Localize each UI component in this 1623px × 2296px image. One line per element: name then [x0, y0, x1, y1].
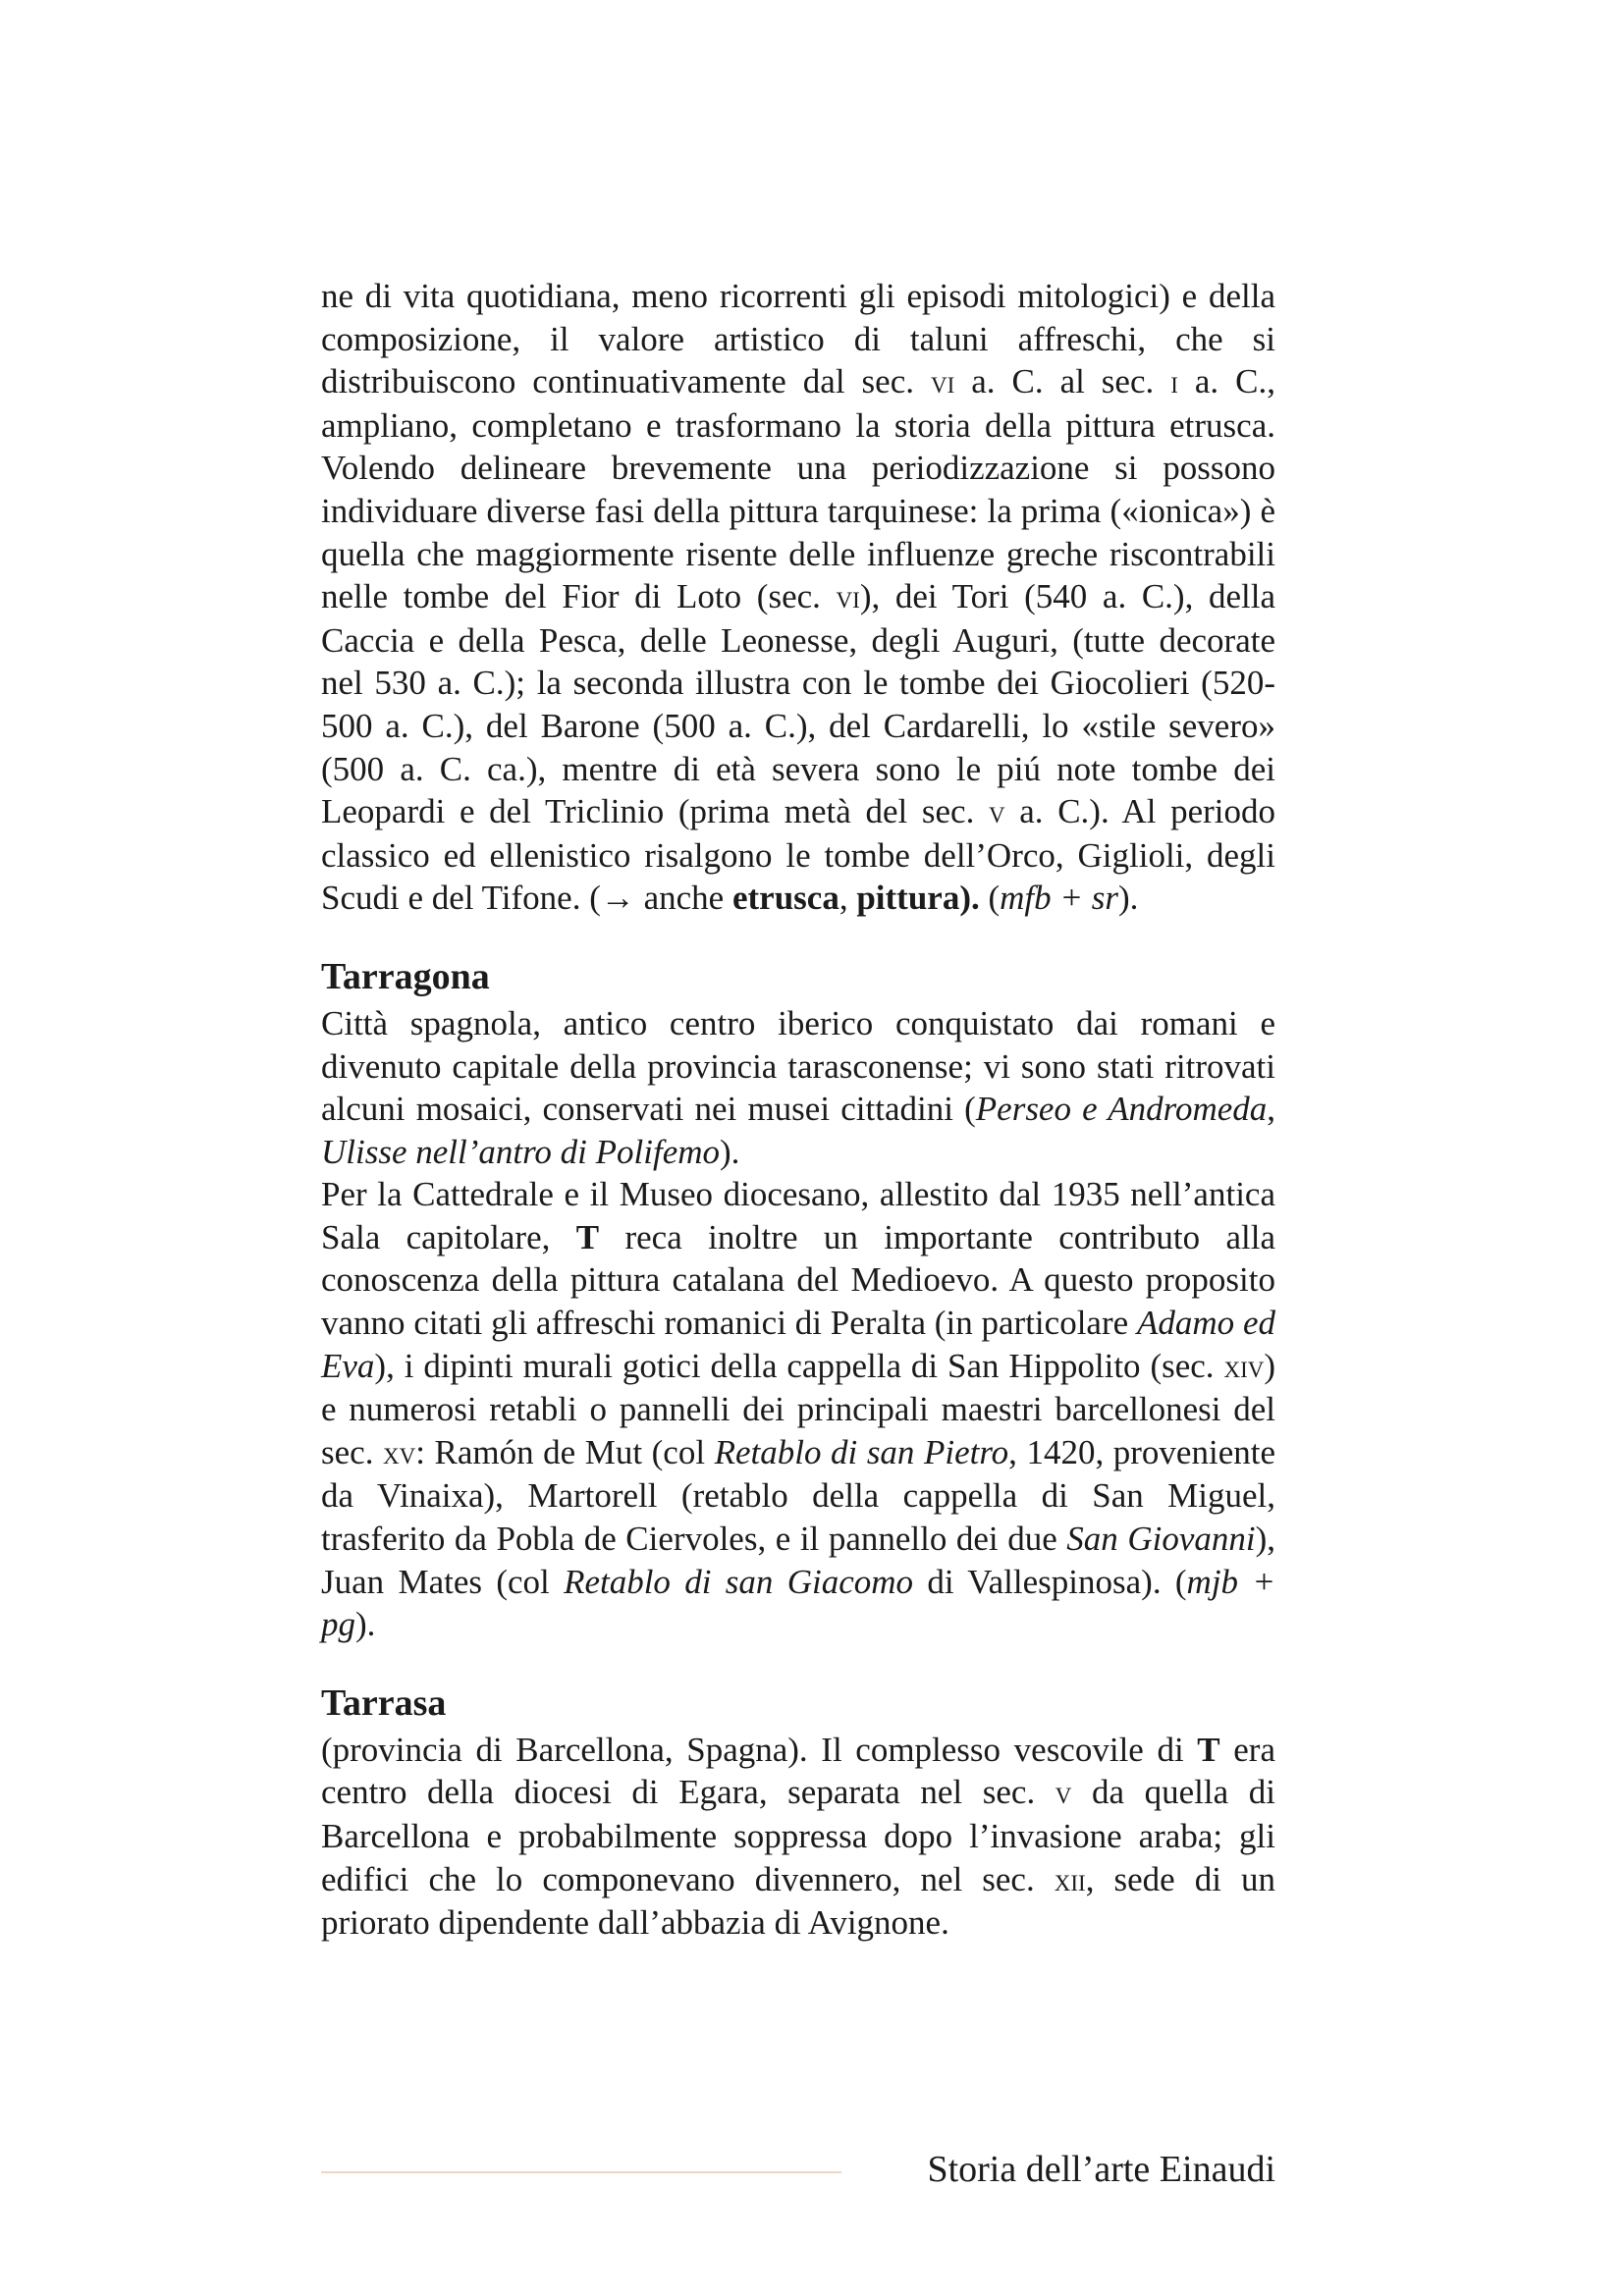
- text-run: , 1420, proveniente da Vinaixa), Martorell (retablo della cappella di San Miguel, trasferito da Pobla de Ciervoles, e il pannello dei due: [321, 1432, 1275, 1559]
- century-numeral: xii: [1054, 1861, 1086, 1897]
- text-run: : Ramón de Mut (col: [415, 1432, 715, 1471]
- text-run: reca inoltre un importante contributo alla conoscenza della pittura catalana del Medioevo. A questo proposito vanno citati gli affreschi romanici di Peralta (in particolare: [321, 1217, 1275, 1343]
- text-run: ), dei Tori (540 a. C.), della Caccia e della Pesca, delle Leonesse, degli Auguri, (tutte decorate nel 530 a. C.); la seconda illustra con le tombe dei Giocolieri (520-500 a. C.), del Barone (500 a. C.), del Cardarelli, lo «stile severo» (500 a. C. ca.), mentre di età severa sono le piú note tombe dei Leopardi e del Triclinio (prima metà del sec.: [321, 577, 1275, 831]
- text-run: Per la Cattedrale e il Museo diocesano, allestito dal 1935 nell’antica Sala capitolare,: [321, 1175, 1275, 1256]
- century-numeral: i: [1170, 364, 1178, 400]
- text-run: di Vallespinosa). (: [913, 1562, 1187, 1601]
- artwork-title: Perseo e Andromeda: [975, 1090, 1268, 1129]
- text-run: ).: [355, 1605, 376, 1644]
- text-run: Città spagnola, antico centro iberico conquistato dai romani e divenuto capitale della provincia tarasconense; vi sono stati ritrovati alcuni mosaici, conservati nei musei cittadini (: [321, 1003, 1275, 1129]
- text-run: ), Juan Mates (col: [321, 1520, 1275, 1601]
- century-numeral: vi: [930, 364, 955, 400]
- text-run: ,: [1267, 1090, 1276, 1129]
- century-numeral: v: [988, 794, 1005, 830]
- text-run: , sede di un priorato dipendente dall’abbazia di Avignone.: [321, 1859, 1275, 1943]
- paragraph-tarragona-1: [321, 1002, 1275, 1173]
- artwork-title: Retablo di san Giacomo: [564, 1562, 914, 1601]
- text-run: ), i dipinti murali gotici della cappella di San Hippolito (sec.: [374, 1346, 1224, 1385]
- text-run: (provincia di Barcellona, Spagna). Il complesso vescovile di: [321, 1730, 1198, 1769]
- author-initials: mjb + pg: [321, 1562, 1275, 1644]
- text-run: ).: [1118, 879, 1139, 918]
- paragraph-tarrasa: [321, 1729, 1275, 1945]
- footer-publisher: Storia dell’arte Einaudi: [927, 2149, 1275, 2190]
- artwork-title: Retablo di san Pietro: [714, 1432, 1009, 1471]
- text-column: [321, 275, 1275, 1945]
- text-run: ) e numerosi retabli o pannelli dei principali maestri barcellonesi del sec.: [321, 1346, 1275, 1471]
- century-numeral: xv: [383, 1434, 416, 1470]
- text-run: a. C., ampliano, completano e trasformano la storia della pittura etrusca. Volendo delineare brevemente una periodizzazione si possono individuare diverse fasi della pittura tarquinese: la prima («ionica») è quella che maggiormente risente delle influenze greche riscontrabili nelle tombe del Fior di Loto (sec.: [321, 362, 1275, 616]
- text-run: era centro della diocesi di Egara, separata nel sec.: [321, 1730, 1275, 1812]
- century-numeral: xiv: [1223, 1348, 1265, 1384]
- entry-title-tarragona: Tarragona: [321, 955, 490, 997]
- text-run: a. C.). Al periodo classico ed ellenistico risalgono le tombe dell’Orco, Giglioli, degli Scudi e del Tifone. (→ anche: [321, 792, 1275, 918]
- century-numeral: v: [1055, 1775, 1072, 1811]
- text-run: da quella di Barcellona e probabilmente soppressa dopo l’invasione araba; gli edifici che lo componevano divennero, nel sec.: [321, 1773, 1275, 1898]
- text-run: (: [979, 879, 1001, 918]
- cross-reference: etrusca: [731, 879, 839, 918]
- paragraph-tarragona-2: [321, 1173, 1275, 1646]
- text-run: ,: [839, 879, 857, 918]
- artwork-title: San Giovanni: [1066, 1520, 1256, 1559]
- author-initials: mfb + sr: [1000, 879, 1118, 918]
- artwork-title: Adamo ed Eva: [321, 1304, 1275, 1385]
- artwork-title: Ulisse nell’antro di Polifemo: [321, 1132, 721, 1171]
- text-run: a. C. al sec.: [954, 362, 1171, 401]
- text-run: ne di vita quotidiana, meno ricorrenti gli episodi mitologici) e della composizione, il valore artistico di taluni affreschi, che si distribuiscono continuativamente dal sec.: [321, 277, 1275, 401]
- paragraph-tarquinia-continuation: [321, 275, 1275, 920]
- cross-reference: pittura).: [856, 879, 980, 918]
- text-run: ).: [720, 1132, 740, 1171]
- footer-rule: [321, 2171, 841, 2173]
- entry-abbreviation: T: [575, 1217, 600, 1256]
- entry-title-tarrasa: Tarrasa: [321, 1682, 447, 1724]
- entry-abbreviation: T: [1197, 1730, 1220, 1769]
- century-numeral: vi: [836, 579, 860, 615]
